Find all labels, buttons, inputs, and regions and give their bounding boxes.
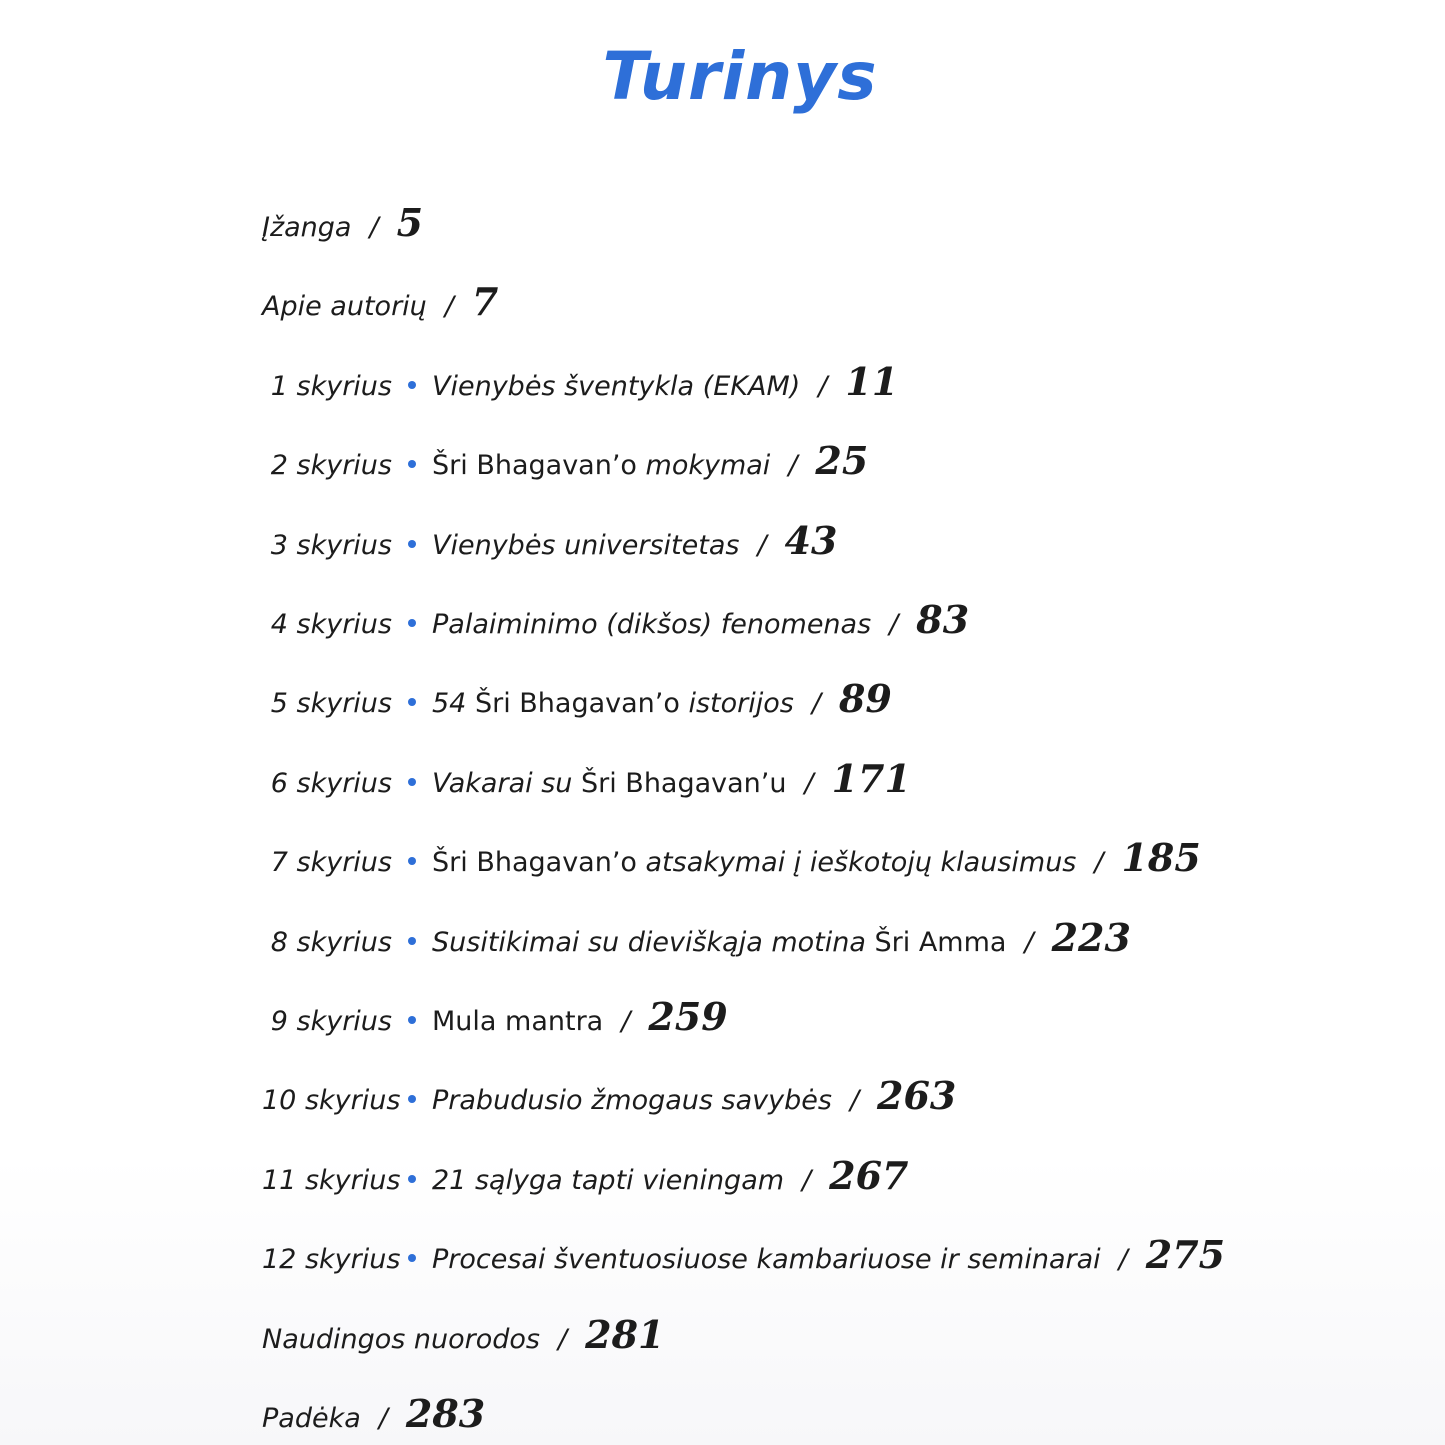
- entry-title-part: Šri Bhagavan’o: [432, 847, 646, 879]
- bullet-icon: [408, 1016, 416, 1024]
- chapter-label: 5 skyrius: [270, 688, 392, 720]
- separator: /: [849, 1085, 860, 1117]
- entry-title-part: Šri Bhagavan’o: [474, 688, 689, 720]
- separator: /: [444, 291, 454, 323]
- page-number: 43: [784, 517, 838, 563]
- page-number: 283: [405, 1391, 486, 1436]
- bullet-icon: [408, 698, 416, 706]
- entry-title: [432, 1006, 603, 1037]
- entry-title-part: Vakarai su: [432, 767, 581, 799]
- chapter-label: 12 skyrius: [262, 1244, 401, 1276]
- entry-title: [262, 1403, 361, 1434]
- separator: /: [378, 1403, 388, 1434]
- entry-title-part: 21 sąlyga tapti vieningam: [432, 1164, 785, 1196]
- separator: /: [757, 529, 767, 561]
- separator: /: [788, 450, 798, 482]
- chapter-label: 1 skyrius: [270, 370, 392, 402]
- entry-title-part: Vienybės universitetas: [432, 529, 740, 561]
- page-number: 275: [1145, 1232, 1226, 1278]
- page-number: 281: [585, 1311, 665, 1357]
- entry-title: [432, 371, 800, 402]
- entry-title-part: Mula mantra: [432, 1006, 604, 1037]
- entry-title-part: Apie autorių: [262, 291, 427, 323]
- separator: /: [621, 1006, 631, 1037]
- separator: /: [802, 1164, 812, 1196]
- toc-entry: [262, 518, 837, 568]
- entry-title-part: Įžanga: [262, 212, 352, 243]
- entry-title-part: Prabudusio žmogaus savybės: [432, 1085, 832, 1117]
- page-number: 89: [838, 676, 892, 722]
- entry-title: [432, 847, 1076, 878]
- bullet-icon: [408, 937, 416, 945]
- separator: /: [818, 370, 828, 402]
- separator: /: [889, 609, 899, 640]
- entry-title: [262, 1324, 540, 1355]
- entry-title-part: mokymai: [645, 450, 771, 482]
- toc-entry: [262, 756, 911, 806]
- entry-title-part: Vienybės šventykla (EKAM): [432, 370, 801, 402]
- bullet-icon: [408, 778, 416, 786]
- entry-title: [432, 530, 739, 561]
- entry-title: [432, 768, 787, 799]
- entry-title: [262, 212, 351, 243]
- toc-entry: [262, 597, 969, 647]
- entry-title-part: Padėka: [262, 1403, 361, 1434]
- page-number: 83: [916, 597, 970, 642]
- toc-entry: [262, 1153, 908, 1203]
- entry-title-part: Procesai šventuosiuose kambariuose ir seminarai: [432, 1244, 1101, 1276]
- chapter-label: 4 skyrius: [270, 609, 392, 640]
- bullet-icon: [408, 460, 416, 468]
- page-number: 5: [396, 200, 424, 245]
- bullet-icon: [408, 1175, 416, 1183]
- page-number: 267: [829, 1152, 909, 1198]
- entry-title-part: Šri Bhagavan’u: [580, 767, 787, 799]
- entry-title: [432, 927, 1006, 958]
- separator: /: [1118, 1244, 1128, 1276]
- entry-title-part: Susitikimai su dieviškąja motina: [432, 926, 875, 958]
- toc-entry: [262, 438, 868, 488]
- chapter-label: 9 skyrius: [270, 1006, 392, 1037]
- toc-entry: [262, 1232, 1225, 1282]
- entry-title-part: 54: [432, 688, 475, 720]
- entry-title-part: istorijos: [688, 688, 794, 720]
- separator: /: [1024, 926, 1034, 958]
- page-number: 11: [845, 358, 899, 404]
- page-number: 7: [471, 279, 499, 325]
- entry-title: [432, 450, 770, 481]
- chapter-label: 2 skyrius: [270, 450, 392, 482]
- toc-entry: [262, 1391, 485, 1441]
- page-number: 185: [1121, 835, 1201, 881]
- separator: /: [1094, 847, 1104, 879]
- entry-title-part: Šri Amma: [874, 926, 1007, 958]
- entry-title: [432, 688, 794, 719]
- toc-entry: [262, 676, 892, 726]
- entry-title-part: atsakymai į ieškotojų klausimus: [645, 847, 1077, 879]
- toc-entry: [262, 835, 1201, 885]
- toc-entry: [262, 359, 898, 409]
- chapter-label: 7 skyrius: [270, 847, 392, 879]
- entry-title: [432, 1165, 784, 1196]
- toc-entry: [262, 1073, 956, 1123]
- entry-title-part: Naudingos nuorodos: [262, 1323, 541, 1355]
- page-number: 263: [877, 1073, 957, 1119]
- bullet-icon: [408, 1254, 416, 1262]
- entry-title: [432, 1244, 1101, 1275]
- page-number: 259: [648, 994, 728, 1039]
- entry-title: [432, 609, 871, 640]
- chapter-label: 3 skyrius: [270, 529, 392, 561]
- page-number: 223: [1051, 914, 1131, 960]
- bullet-icon: [408, 619, 416, 627]
- chapter-label: 6 skyrius: [270, 767, 392, 799]
- page-number: 171: [831, 755, 911, 801]
- toc-entry: [262, 915, 1131, 965]
- entry-title: [262, 291, 427, 322]
- entry-title-part: Šri Bhagavan’o: [432, 450, 646, 482]
- toc-entry: [262, 1312, 664, 1362]
- bullet-icon: [408, 857, 416, 865]
- entry-title: [432, 1085, 832, 1116]
- separator: /: [804, 767, 814, 799]
- bullet-icon: [408, 540, 416, 548]
- toc-entry: [262, 279, 498, 329]
- entry-title-part: Palaiminimo (dikšos) fenomenas: [432, 609, 872, 640]
- chapter-label: 8 skyrius: [270, 926, 392, 958]
- toc-entry: [262, 994, 728, 1044]
- chapter-label: 10 skyrius: [262, 1085, 401, 1117]
- toc-entry: [262, 200, 423, 250]
- bullet-icon: [408, 381, 416, 389]
- separator: /: [369, 212, 379, 243]
- chapter-label: 11 skyrius: [262, 1164, 401, 1196]
- separator: /: [811, 688, 821, 720]
- bullet-icon: [408, 1095, 416, 1103]
- separator: /: [558, 1323, 568, 1355]
- page-number: 25: [815, 438, 869, 484]
- page-title: Turinys: [602, 38, 878, 115]
